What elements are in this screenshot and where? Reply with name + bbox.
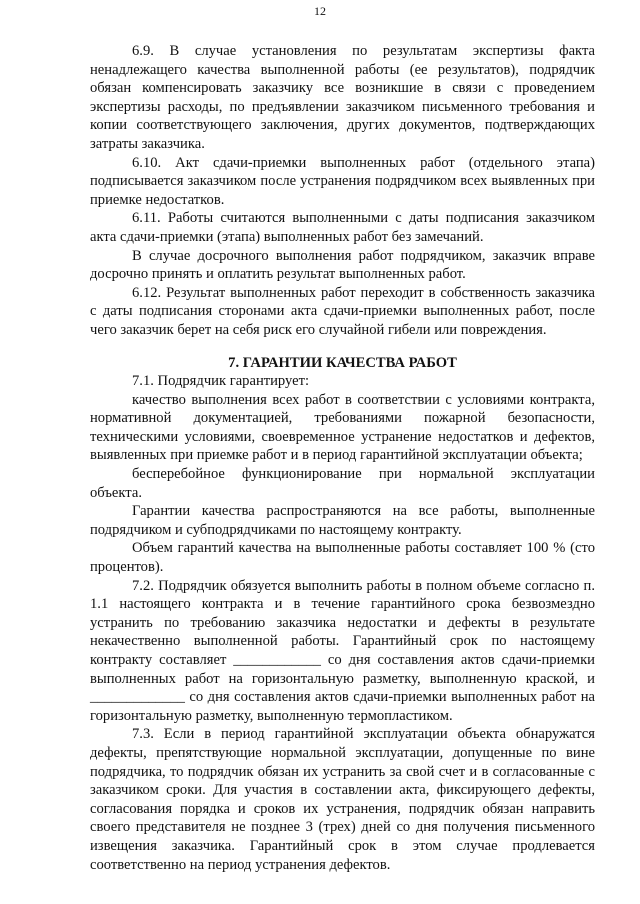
paragraph-7-1: 7.1. Подрядчик гарантирует:	[132, 373, 310, 390]
paragraph-7-1-volume: Объем гарантий качества на выполненные работы составляет 100 % (сто процентов).	[90, 540, 595, 576]
paragraph-6-11: 6.11. Работы считаются выполненными с даты подписания заказчиком акта сдачи-приемки (этапа) выполненных работ без замечаний.	[90, 210, 595, 245]
paragraph-7-1-operation: бесперебойное функционирование при нормальной эксплуатации объекта.	[90, 466, 595, 501]
paragraph-6-12: 6.12. Результат выполненных работ переходит в собственность заказчика с даты подписания сторонами акта сдачи-приемки выполненных работ, после чего заказчик берет на себя риск его случайной гибели или повреждения.	[90, 284, 595, 338]
paragraph-7-1-quality: качество выполнения всех работ в соответствии с условиями контракта, нормативной документацией, требованиями пожарной безопасности, техническими условиями, своевременное устранение недостатков и дефектов, выявленных при приемке работ и в период гарантийной эксплуатации объекта;	[90, 391, 595, 464]
paragraph-6-10: 6.10. Акт сдачи-приемки выполненных работ (отдельного этапа) подписывается заказчиком после устранения подрядчиком всех выявленных при приемке недостатков.	[90, 154, 595, 208]
document-body	[90, 42, 595, 874]
paragraph-7-1-scope: Гарантии качества распространяются на все работы, выполненные подрядчиком и субподрядчиками по настоящему контракту.	[90, 503, 595, 538]
page-number: 12	[314, 4, 326, 18]
paragraph-6-9: 6.9. В случае установления по результатам экспертизы факта ненадлежащего качества выполненной работы (ее результатов), подрядчик обязан компенсировать заказчику все возникшие в связи с проведением экспертизы расходы, по предъявлении заказчиком письменного требования и копии соответствующего заключения, других документов, подтверждающих затраты заказчика.	[90, 43, 595, 152]
paragraph-7-3: 7.3. Если в период гарантийной эксплуатации объекта обнаружатся дефекты, препятствующие нормальной эксплуатации, допущенные по вине подрядчика, то подрядчик обязан их устранить за свой счет и в согласованные с заказчиком сроки. Для участия в составлении акта, фиксирующего дефекты, согласования порядка и сроков их устранения, подрядчик обязан направить своего представителя не позднее 3 (трех) дней со дня получения письменного извещения заказчика. Гарантийный срок в этом случае продлевается соответственно на период устранения дефектов.	[90, 726, 595, 873]
paragraph-6-11-early-completion: В случае досрочного выполнения работ подрядчиком, заказчик вправе досрочно принять и оплатить результат выполненных работ.	[90, 247, 595, 283]
section-7-heading: 7. ГАРАНТИИ КАЧЕСТВА РАБОТ	[228, 354, 457, 371]
paragraph-7-2: 7.2. Подрядчик обязуется выполнить работы в полном объеме согласно п. 1.1 настоящего контракта и в течение гарантийного срока безвозмездно устранить по требованию заказчика недостатки и дефекты в результате некачественно выполненной работы. Гарантийный срок по настоящему контракту составляет ____________ со дня составления актов сдачи-приемки выполненных работ на горизонтальную разметку, выполненную краской, и _____________ со дня составления актов сдачи-приемки выполненных работ на горизонтальную разметку, выполненную термопластиком.	[90, 577, 595, 724]
